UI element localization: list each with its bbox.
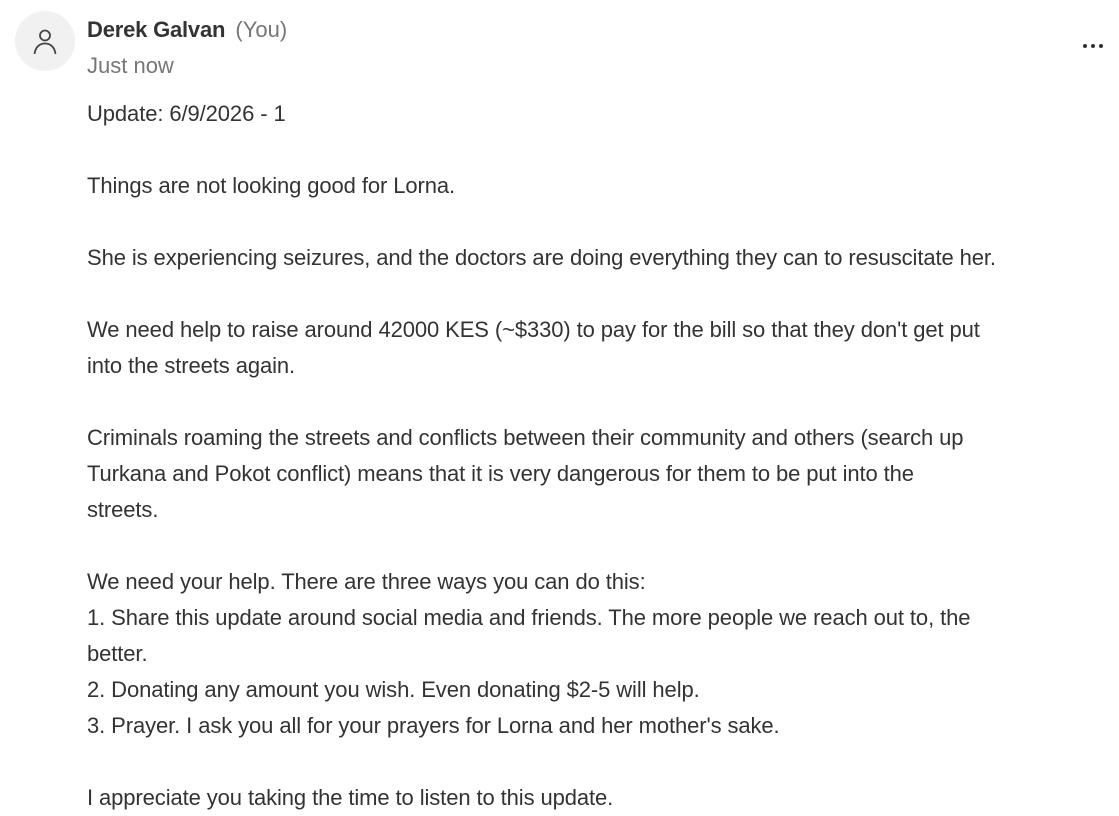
paragraph-spacer [87, 276, 1119, 312]
update-heading: Update: 6/9/2026 - 1 [87, 101, 286, 126]
body-line: into the streets again. [87, 353, 296, 378]
list-item: 1. Share this update around social media and friends. The more people we reach out to, the [87, 605, 971, 630]
paragraph-spacer [87, 384, 1119, 420]
author-line [87, 15, 287, 45]
paragraph-spacer [87, 132, 1119, 168]
body-line: I appreciate you taking the time to listen to this update. [87, 785, 614, 810]
paragraph-spacer [87, 744, 1119, 780]
more-options-icon [1082, 36, 1104, 54]
list-item: 2. Donating any amount you wish. Even donating $2-5 will help. [87, 677, 700, 702]
more-options-button[interactable] [1075, 30, 1111, 60]
body-line: Turkana and Pokot conflict) means that it is very dangerous for them to be put into the [87, 461, 914, 486]
user-icon [30, 26, 60, 56]
author-name[interactable]: Derek Galvan [87, 17, 226, 42]
paragraph-spacer [87, 204, 1119, 240]
body-line: She is experiencing seizures, and the doctors are doing everything they can to resuscitate her. [87, 245, 996, 270]
paragraph-spacer [87, 528, 1119, 564]
body-line: Criminals roaming the streets and conflicts between their community and others (search up [87, 425, 964, 450]
list-item-continuation: better. [87, 641, 148, 666]
body-line: We need help to raise around 42000 KES (~$330) to pay for the bill so that they don't get put [87, 317, 980, 342]
body-line: Things are not looking good for Lorna. [87, 173, 455, 198]
post-timestamp: Just now [87, 53, 174, 78]
body-line: We need your help. There are three ways you can do this: [87, 569, 646, 594]
author-you-label: (You) [235, 17, 288, 42]
avatar[interactable] [15, 11, 75, 71]
list-item: 3. Prayer. I ask you all for your prayers for Lorna and her mother's sake. [87, 713, 780, 738]
post-body [87, 96, 1119, 816]
body-line: streets. [87, 497, 159, 522]
